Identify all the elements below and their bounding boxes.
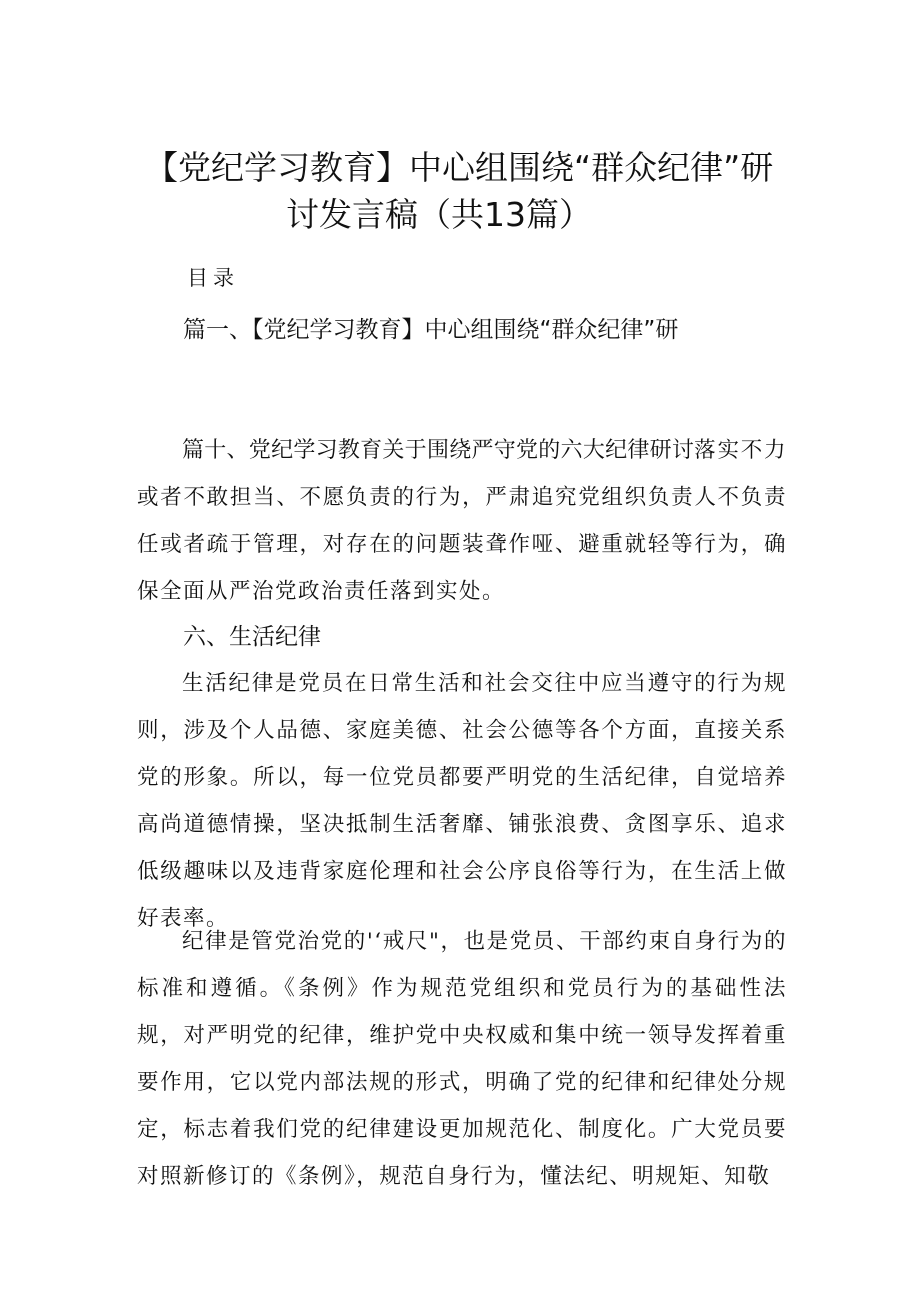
paragraph-2: 生活纪律是党员在日常生活和社会交往中应当遵守的行为规则，涉及个人品德、家庭美德、社会公德等各个方面，直接关系党的形象。所以，每一位党员都要严明党的生活纪律，自觉培养高尚道德情操，坚决抵制生活奢靡、铺张浪费、贪图享乐、追求低级趣味以及违背家庭伦理和社会公序良俗等行为，在生活上做好表率。	[137, 671, 787, 931]
document-title-line-1: 【党纪学习教育】中心组围绕“群众纪律”研	[145, 148, 774, 187]
paragraph-1-body: 落实不力或者不敢担当、不愿负责的行为，严肃追究党组织负责人不负责任或者疏于管理，对存在的问题装聋作哑、避重就轻等行为，确保全面从严治党政治责任落到实处。	[137, 438, 787, 604]
toc-label: 目录	[187, 266, 239, 290]
section-heading: 六、生活纪律	[183, 624, 321, 650]
paragraph-1-lead: 篇十、党纪学习教育关于围绕严守党的六大纪律研讨	[182, 438, 695, 463]
paragraph-1	[137, 427, 787, 615]
toc-item-1: 篇一、【党纪学习教育】中心组围绕“群众纪律”研	[183, 317, 679, 343]
paragraph-3: 纪律是管党治党的'‘戒尺"，也是党员、干部约束自身行为的标准和遵循。《条例》作为规范党组织和党员行为的基础性法规，对严明党的纪律，维护党中央权威和集中统一领导发挥着重要作用，它以党内部法规的形式，明确了党的纪律和纪律处分规定，标志着我们党的纪律建设更加规范化、制度化。广大党员要对照新修订的《条例》，规范自身行为，懂法纪、明规矩、知敬	[137, 929, 787, 1189]
document-title-line-2: 讨发言稿（共13篇）	[286, 195, 592, 234]
